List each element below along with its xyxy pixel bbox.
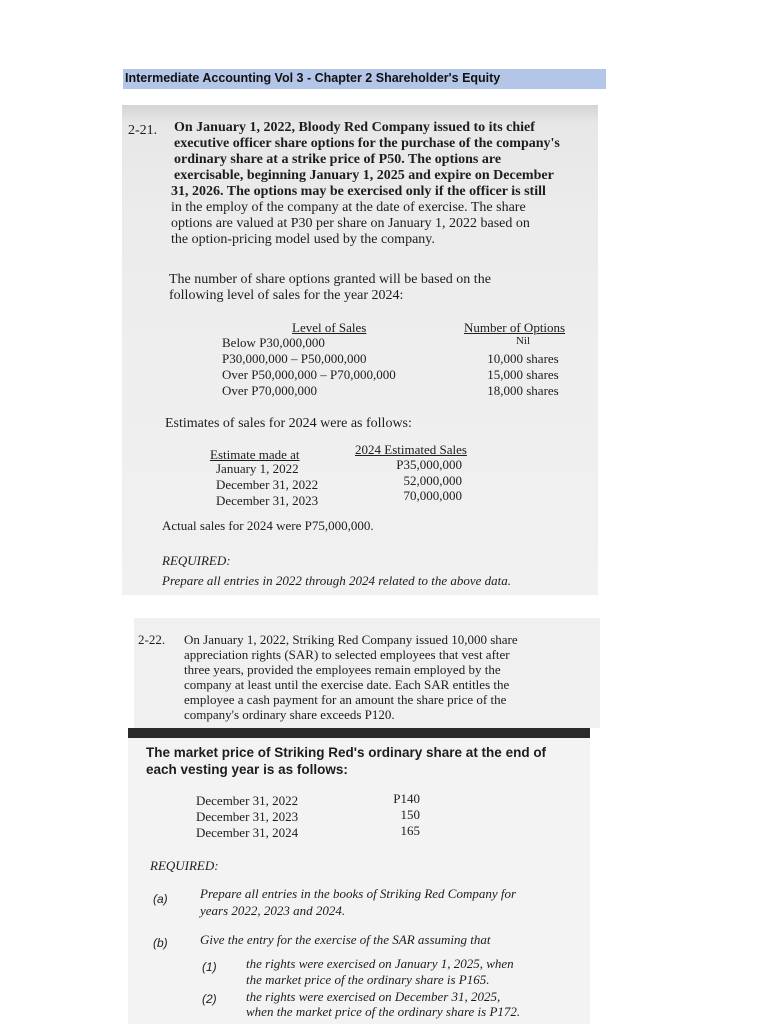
required-text: Prepare all entries in 2022 through 2024 related to the above data. bbox=[162, 573, 512, 588]
table-header-level: Level of Sales bbox=[292, 320, 367, 335]
problem-line: the option-pricing model used by the company. bbox=[171, 232, 435, 247]
problem-line: On January 1, 2022, Striking Red Company issued 10,000 share bbox=[184, 632, 518, 647]
item-b1-line: the market price of the ordinary share is P165. bbox=[246, 972, 490, 987]
problem-line: On January 1, 2022, Bloody Red Company issued to its chief bbox=[174, 120, 535, 135]
problem-line: executive officer share options for the purchase of the company's bbox=[174, 136, 560, 151]
estimate-date: January 1, 2022 bbox=[216, 461, 299, 476]
sales-level: P30,000,000 – P50,000,000 bbox=[222, 351, 367, 366]
problem-line: exercisable, beginning January 1, 2025 and expire on December bbox=[174, 168, 554, 183]
item-b1-line: the rights were exercised on January 1, 2025, when bbox=[246, 956, 514, 971]
problem-line: appreciation rights (SAR) to selected employees that vest after bbox=[184, 647, 510, 662]
problem-2-22-scan bbox=[134, 618, 600, 728]
problem-line: in the employ of the company at the date of exercise. The share bbox=[171, 200, 526, 215]
problem-2-21-scan bbox=[122, 105, 598, 595]
item-label-b1: (1) bbox=[202, 960, 217, 974]
estimate-sales: 52,000,000 bbox=[403, 473, 462, 488]
actual-sales: Actual sales for 2024 were P75,000,000. bbox=[162, 518, 374, 533]
item-label-b: (b) bbox=[153, 936, 168, 950]
market-intro: The market price of Striking Red's ordinary share at the end of bbox=[146, 745, 547, 760]
scan-edge-band bbox=[128, 728, 590, 738]
problem-line: three years, provided the employees remain employed by the bbox=[184, 662, 501, 677]
table-header-sales: 2024 Estimated Sales bbox=[355, 442, 467, 457]
price-date: December 31, 2023 bbox=[196, 809, 299, 824]
sales-level: Below P30,000,000 bbox=[222, 335, 325, 350]
problem-line: company's ordinary share exceeds P120. bbox=[184, 707, 395, 722]
table-header-options: Number of Options bbox=[464, 320, 566, 335]
sales-level: Over P70,000,000 bbox=[222, 383, 317, 398]
table-header-date: Estimate made at bbox=[210, 447, 300, 462]
options-value: 15,000 shares bbox=[487, 367, 559, 382]
problem-line: options are valued at P30 per share on January 1, 2022 based on bbox=[171, 216, 530, 231]
problem-line: 31, 2026. The options may be exercised only if the officer is still bbox=[171, 184, 546, 199]
market-intro: each vesting year is as follows: bbox=[146, 762, 348, 777]
item-label-b2: (2) bbox=[202, 992, 217, 1006]
item-b2-line: when the market price of the ordinary share is P172. bbox=[246, 1004, 521, 1019]
price-date: December 31, 2022 bbox=[196, 793, 299, 808]
item-b-line: Give the entry for the exercise of the SAR assuming that bbox=[200, 932, 491, 947]
required-label: REQUIRED: bbox=[150, 858, 219, 873]
problem-2-22-continued-scan bbox=[128, 728, 590, 1024]
problem-number: 2-22. bbox=[138, 632, 166, 647]
options-value: 18,000 shares bbox=[487, 383, 559, 398]
table-intro: following level of sales for the year 2024: bbox=[169, 288, 404, 303]
item-label-a: (a) bbox=[153, 892, 168, 906]
item-b2-line: the rights were exercised on December 31, 2025, bbox=[246, 989, 501, 1004]
problem-line: employee a cash payment for an amount the share price of the bbox=[184, 692, 507, 707]
problem-line: company at least until the exercise date. Each SAR entitles the bbox=[184, 677, 510, 692]
sales-level: Over P50,000,000 – P70,000,000 bbox=[222, 367, 396, 382]
options-value: Nil bbox=[515, 335, 531, 347]
item-a-line: years 2022, 2023 and 2024. bbox=[200, 903, 346, 918]
problem-number: 2-21. bbox=[128, 123, 158, 138]
estimates-intro: Estimates of sales for 2024 were as follows: bbox=[165, 416, 412, 431]
problem-line: ordinary share at a strike price of P50. The options are bbox=[174, 152, 502, 167]
price-value: 150 bbox=[400, 807, 420, 822]
item-a-line: Prepare all entries in the books of Striking Red Company for bbox=[200, 886, 517, 901]
options-value: 10,000 shares bbox=[487, 351, 559, 366]
price-date: December 31, 2024 bbox=[196, 825, 299, 840]
estimate-sales: 70,000,000 bbox=[403, 488, 462, 503]
estimate-date: December 31, 2023 bbox=[216, 493, 319, 508]
required-label: REQUIRED: bbox=[162, 553, 231, 568]
price-value: 165 bbox=[400, 823, 420, 838]
estimate-sales: P35,000,000 bbox=[396, 457, 462, 472]
page-title: Intermediate Accounting Vol 3 - Chapter 2 Shareholder's Equity bbox=[125, 71, 501, 85]
estimate-date: December 31, 2022 bbox=[216, 477, 319, 492]
price-value: P140 bbox=[393, 791, 420, 806]
table-intro: The number of share options granted will be based on the bbox=[169, 272, 491, 287]
